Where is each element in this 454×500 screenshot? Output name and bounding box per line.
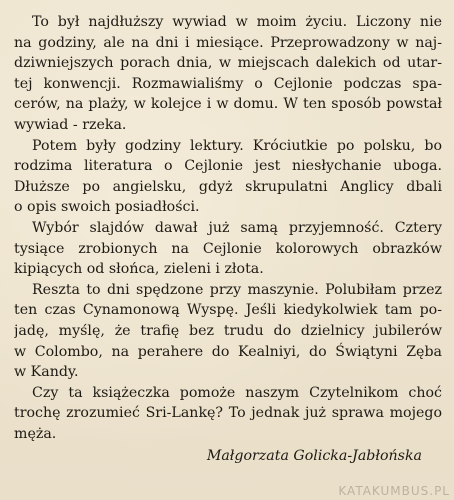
- text-line: na godziny, ale na dni i miesiące. Przeprowadzony w naj-: [14, 34, 442, 51]
- text-line: cerów, na plaży, w kolejce i w domu. W ten sposób powstał: [14, 96, 442, 113]
- text-line: tej konwencji. Rozmawialiśmy o Cejlonie podczas spa-: [14, 75, 442, 92]
- text-line: rodzima literatura o Cejlonie jest niesłychanie uboga.: [14, 158, 442, 175]
- watermark: KATAKUMBUS.PL: [338, 484, 450, 498]
- text-line: w Kandy.: [14, 364, 79, 381]
- text-line: w Colombo, na perahere do Kealniyi, do Świątyni Zęba: [14, 343, 442, 360]
- text-line: To był najdłuższy wywiad w moim życiu. Liczony nie: [32, 14, 442, 30]
- text-line: Czy ta książeczka pomoże naszym Czytelnikom choć: [32, 384, 442, 401]
- text-line: kipiących od słońca, zieleni i złota.: [14, 261, 264, 278]
- text-line: jadę, myślę, że trafię bez trudu do dzielnicy jubilerów: [14, 322, 442, 339]
- author-signature: Małgorzata Golicka-Jabłońska: [206, 448, 422, 464]
- text-line: tysiące zrobionych na Cejlonie kolorowych obrazków: [14, 240, 442, 257]
- text-block: [14, 12, 442, 444]
- text-line: ten czas Cynamonową Wyspę. Jeśli kiedykolwiek tam po-: [14, 302, 442, 319]
- text-line: Dłuższe po angielsku, gdyż skrupulatni Anglicy dbali: [14, 178, 442, 195]
- text-line: dziwniejszych porach dnia, w miejscach dalekich od utar-: [14, 55, 442, 72]
- text-line: męża.: [14, 425, 57, 442]
- text-line: o opis swoich posiadłości.: [14, 199, 200, 216]
- text-line: wywiad - rzeka.: [14, 116, 127, 133]
- text-line: Potem były godziny lektury. Króciutkie po polsku, bo: [32, 137, 442, 154]
- text-line: trochę zrozumieć Sri-Lankę? To jednak już sprawa mojego: [14, 405, 442, 422]
- text-line: Wybór slajdów dawał już samą przyjemność. Cztery: [32, 219, 442, 236]
- text-line: Reszta to dni spędzone przy maszynie. Polubiłam przez: [32, 281, 442, 298]
